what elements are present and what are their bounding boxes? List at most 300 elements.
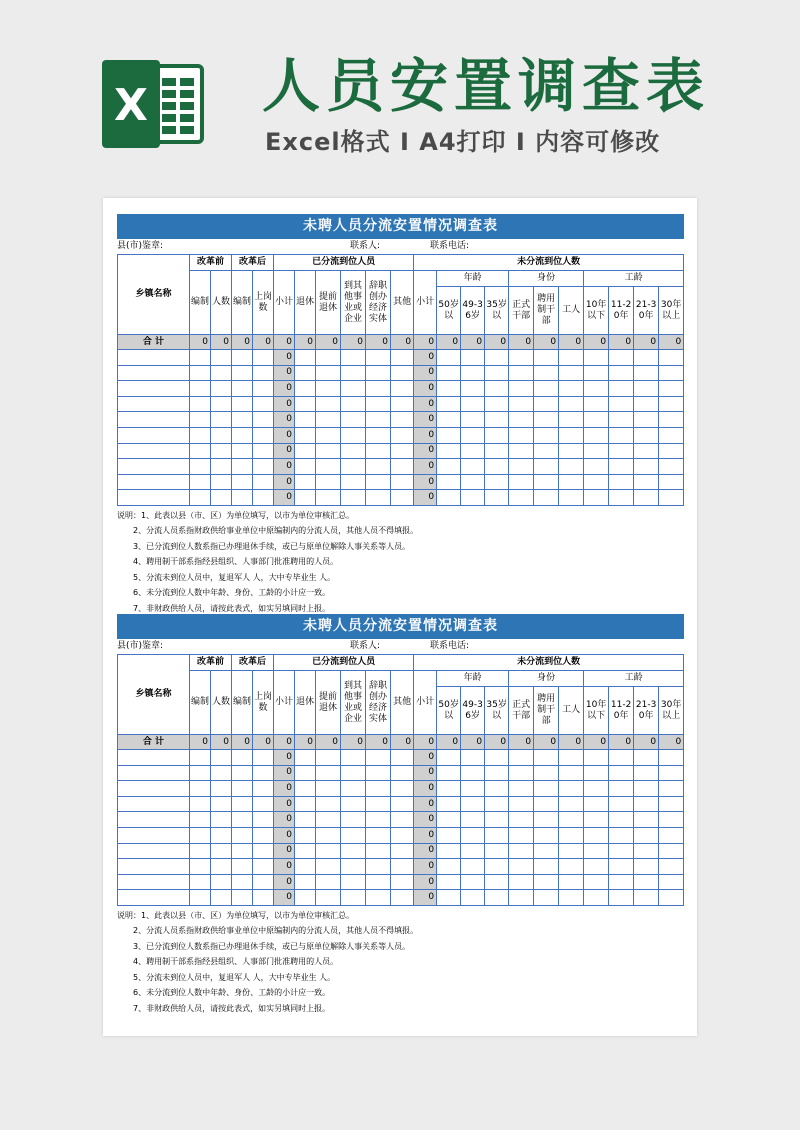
data-cell[interactable] <box>461 827 485 843</box>
data-cell[interactable] <box>366 781 391 797</box>
total-cell[interactable]: 0 <box>414 335 437 350</box>
data-cell[interactable] <box>584 874 609 890</box>
subtotal-cell[interactable]: 0 <box>274 412 295 428</box>
data-cell[interactable] <box>584 474 609 490</box>
town-name-cell[interactable] <box>118 490 190 506</box>
total-cell[interactable]: 0 <box>190 735 211 750</box>
data-cell[interactable] <box>366 827 391 843</box>
data-cell[interactable] <box>295 874 316 890</box>
data-cell[interactable] <box>211 381 232 397</box>
data-cell[interactable] <box>509 474 534 490</box>
data-cell[interactable] <box>437 827 461 843</box>
total-cell[interactable]: 0 <box>295 335 316 350</box>
subtotal-cell[interactable]: 0 <box>274 890 295 906</box>
data-cell[interactable] <box>534 490 559 506</box>
data-cell[interactable] <box>253 750 274 766</box>
data-cell[interactable] <box>634 427 659 443</box>
data-cell[interactable] <box>366 365 391 381</box>
town-name-cell[interactable] <box>118 412 190 428</box>
data-cell[interactable] <box>485 750 509 766</box>
data-cell[interactable] <box>634 812 659 828</box>
total-cell[interactable]: 0 <box>274 735 295 750</box>
data-cell[interactable] <box>461 781 485 797</box>
data-cell[interactable] <box>485 381 509 397</box>
data-cell[interactable] <box>485 859 509 875</box>
data-cell[interactable] <box>295 827 316 843</box>
data-cell[interactable] <box>437 874 461 890</box>
data-cell[interactable] <box>211 412 232 428</box>
data-cell[interactable] <box>609 412 634 428</box>
data-cell[interactable] <box>341 781 366 797</box>
total-cell[interactable]: 0 <box>274 335 295 350</box>
data-cell[interactable] <box>559 796 584 812</box>
data-cell[interactable] <box>295 365 316 381</box>
total-cell[interactable]: 0 <box>437 735 461 750</box>
data-cell[interactable] <box>584 812 609 828</box>
subtotal-cell[interactable]: 0 <box>274 765 295 781</box>
data-cell[interactable] <box>253 427 274 443</box>
data-cell[interactable] <box>584 381 609 397</box>
subtotal-cell[interactable]: 0 <box>414 890 437 906</box>
data-cell[interactable] <box>190 827 211 843</box>
data-cell[interactable] <box>232 490 253 506</box>
data-cell[interactable] <box>659 381 684 397</box>
data-cell[interactable] <box>509 443 534 459</box>
data-cell[interactable] <box>253 443 274 459</box>
data-cell[interactable] <box>559 459 584 475</box>
subtotal-cell[interactable]: 0 <box>414 396 437 412</box>
data-cell[interactable] <box>211 812 232 828</box>
data-cell[interactable] <box>190 874 211 890</box>
data-cell[interactable] <box>341 890 366 906</box>
subtotal-cell[interactable]: 0 <box>414 827 437 843</box>
data-cell[interactable] <box>509 859 534 875</box>
data-cell[interactable] <box>634 412 659 428</box>
data-cell[interactable] <box>211 750 232 766</box>
data-cell[interactable] <box>232 812 253 828</box>
data-cell[interactable] <box>190 427 211 443</box>
total-cell[interactable]: 0 <box>295 735 316 750</box>
data-cell[interactable] <box>341 396 366 412</box>
data-cell[interactable] <box>659 443 684 459</box>
data-cell[interactable] <box>253 350 274 366</box>
data-cell[interactable] <box>253 859 274 875</box>
data-cell[interactable] <box>485 890 509 906</box>
data-cell[interactable] <box>509 459 534 475</box>
data-cell[interactable] <box>295 350 316 366</box>
data-cell[interactable] <box>461 459 485 475</box>
data-cell[interactable] <box>634 874 659 890</box>
data-cell[interactable] <box>232 796 253 812</box>
data-cell[interactable] <box>559 874 584 890</box>
data-cell[interactable] <box>559 812 584 828</box>
total-cell[interactable]: 0 <box>437 335 461 350</box>
data-cell[interactable] <box>461 874 485 890</box>
data-cell[interactable] <box>366 874 391 890</box>
data-cell[interactable] <box>634 765 659 781</box>
data-cell[interactable] <box>437 427 461 443</box>
data-cell[interactable] <box>316 812 341 828</box>
total-cell[interactable]: 0 <box>609 735 634 750</box>
data-cell[interactable] <box>534 827 559 843</box>
data-cell[interactable] <box>341 350 366 366</box>
data-cell[interactable] <box>485 765 509 781</box>
data-cell[interactable] <box>190 365 211 381</box>
data-cell[interactable] <box>437 443 461 459</box>
data-cell[interactable] <box>659 781 684 797</box>
data-cell[interactable] <box>341 765 366 781</box>
data-cell[interactable] <box>316 750 341 766</box>
data-cell[interactable] <box>559 843 584 859</box>
data-cell[interactable] <box>391 843 414 859</box>
data-cell[interactable] <box>461 350 485 366</box>
data-cell[interactable] <box>253 381 274 397</box>
data-cell[interactable] <box>253 796 274 812</box>
data-cell[interactable] <box>253 874 274 890</box>
subtotal-cell[interactable]: 0 <box>414 474 437 490</box>
data-cell[interactable] <box>341 412 366 428</box>
subtotal-cell[interactable]: 0 <box>414 859 437 875</box>
data-cell[interactable] <box>461 750 485 766</box>
data-cell[interactable] <box>584 781 609 797</box>
subtotal-cell[interactable]: 0 <box>414 796 437 812</box>
subtotal-cell[interactable]: 0 <box>414 874 437 890</box>
subtotal-cell[interactable]: 0 <box>274 827 295 843</box>
data-cell[interactable] <box>509 427 534 443</box>
data-cell[interactable] <box>659 490 684 506</box>
subtotal-cell[interactable]: 0 <box>414 781 437 797</box>
data-cell[interactable] <box>584 859 609 875</box>
town-name-cell[interactable] <box>118 750 190 766</box>
data-cell[interactable] <box>295 490 316 506</box>
data-cell[interactable] <box>559 350 584 366</box>
total-cell[interactable]: 0 <box>461 335 485 350</box>
data-cell[interactable] <box>253 827 274 843</box>
data-cell[interactable] <box>366 412 391 428</box>
data-cell[interactable] <box>437 812 461 828</box>
data-cell[interactable] <box>659 843 684 859</box>
data-cell[interactable] <box>316 765 341 781</box>
data-cell[interactable] <box>559 890 584 906</box>
total-cell[interactable]: 0 <box>232 335 253 350</box>
data-cell[interactable] <box>534 890 559 906</box>
data-cell[interactable] <box>391 396 414 412</box>
data-cell[interactable] <box>253 365 274 381</box>
data-cell[interactable] <box>316 490 341 506</box>
data-cell[interactable] <box>437 381 461 397</box>
subtotal-cell[interactable]: 0 <box>414 765 437 781</box>
data-cell[interactable] <box>190 765 211 781</box>
data-cell[interactable] <box>211 827 232 843</box>
data-cell[interactable] <box>559 365 584 381</box>
data-cell[interactable] <box>391 474 414 490</box>
data-cell[interactable] <box>461 474 485 490</box>
data-cell[interactable] <box>584 750 609 766</box>
data-cell[interactable] <box>659 365 684 381</box>
data-cell[interactable] <box>584 890 609 906</box>
data-cell[interactable] <box>253 490 274 506</box>
data-cell[interactable] <box>584 350 609 366</box>
data-cell[interactable] <box>659 750 684 766</box>
data-cell[interactable] <box>437 859 461 875</box>
data-cell[interactable] <box>391 350 414 366</box>
data-cell[interactable] <box>295 812 316 828</box>
data-cell[interactable] <box>341 365 366 381</box>
data-cell[interactable] <box>634 381 659 397</box>
data-cell[interactable] <box>232 412 253 428</box>
data-cell[interactable] <box>211 781 232 797</box>
data-cell[interactable] <box>253 765 274 781</box>
data-cell[interactable] <box>534 381 559 397</box>
data-cell[interactable] <box>584 365 609 381</box>
total-cell[interactable]: 0 <box>485 335 509 350</box>
data-cell[interactable] <box>609 765 634 781</box>
data-cell[interactable] <box>211 350 232 366</box>
data-cell[interactable] <box>659 890 684 906</box>
data-cell[interactable] <box>295 765 316 781</box>
data-cell[interactable] <box>295 381 316 397</box>
town-name-cell[interactable] <box>118 396 190 412</box>
data-cell[interactable] <box>509 765 534 781</box>
data-cell[interactable] <box>316 350 341 366</box>
total-cell[interactable]: 0 <box>584 735 609 750</box>
data-cell[interactable] <box>341 843 366 859</box>
data-cell[interactable] <box>253 459 274 475</box>
data-cell[interactable] <box>366 890 391 906</box>
data-cell[interactable] <box>437 796 461 812</box>
data-cell[interactable] <box>609 859 634 875</box>
total-cell[interactable]: 0 <box>414 735 437 750</box>
data-cell[interactable] <box>437 474 461 490</box>
data-cell[interactable] <box>295 750 316 766</box>
data-cell[interactable] <box>190 859 211 875</box>
total-cell[interactable]: 0 <box>316 335 341 350</box>
data-cell[interactable] <box>634 459 659 475</box>
data-cell[interactable] <box>534 474 559 490</box>
data-cell[interactable] <box>559 412 584 428</box>
data-cell[interactable] <box>341 812 366 828</box>
data-cell[interactable] <box>316 381 341 397</box>
data-cell[interactable] <box>295 427 316 443</box>
data-cell[interactable] <box>190 443 211 459</box>
data-cell[interactable] <box>485 412 509 428</box>
data-cell[interactable] <box>366 443 391 459</box>
data-cell[interactable] <box>190 781 211 797</box>
data-cell[interactable] <box>211 396 232 412</box>
data-cell[interactable] <box>634 890 659 906</box>
data-cell[interactable] <box>190 750 211 766</box>
data-cell[interactable] <box>366 350 391 366</box>
data-cell[interactable] <box>559 859 584 875</box>
data-cell[interactable] <box>634 859 659 875</box>
data-cell[interactable] <box>366 396 391 412</box>
data-cell[interactable] <box>253 412 274 428</box>
data-cell[interactable] <box>316 396 341 412</box>
data-cell[interactable] <box>609 443 634 459</box>
data-cell[interactable] <box>534 350 559 366</box>
data-cell[interactable] <box>509 396 534 412</box>
data-cell[interactable] <box>659 827 684 843</box>
total-cell[interactable]: 0 <box>211 335 232 350</box>
total-cell[interactable]: 0 <box>559 735 584 750</box>
data-cell[interactable] <box>559 381 584 397</box>
data-cell[interactable] <box>232 459 253 475</box>
data-cell[interactable] <box>634 474 659 490</box>
data-cell[interactable] <box>190 890 211 906</box>
town-name-cell[interactable] <box>118 365 190 381</box>
data-cell[interactable] <box>634 796 659 812</box>
data-cell[interactable] <box>391 765 414 781</box>
data-cell[interactable] <box>584 396 609 412</box>
data-cell[interactable] <box>634 750 659 766</box>
data-cell[interactable] <box>316 781 341 797</box>
data-cell[interactable] <box>609 427 634 443</box>
data-cell[interactable] <box>366 765 391 781</box>
data-cell[interactable] <box>634 365 659 381</box>
data-cell[interactable] <box>509 412 534 428</box>
subtotal-cell[interactable]: 0 <box>414 812 437 828</box>
data-cell[interactable] <box>461 443 485 459</box>
data-cell[interactable] <box>341 474 366 490</box>
data-cell[interactable] <box>437 396 461 412</box>
data-cell[interactable] <box>584 427 609 443</box>
subtotal-cell[interactable]: 0 <box>274 350 295 366</box>
data-cell[interactable] <box>341 874 366 890</box>
data-cell[interactable] <box>584 459 609 475</box>
data-cell[interactable] <box>391 459 414 475</box>
data-cell[interactable] <box>316 443 341 459</box>
total-cell[interactable]: 0 <box>534 735 559 750</box>
data-cell[interactable] <box>584 827 609 843</box>
total-cell[interactable]: 0 <box>485 735 509 750</box>
data-cell[interactable] <box>485 827 509 843</box>
data-cell[interactable] <box>316 874 341 890</box>
data-cell[interactable] <box>366 859 391 875</box>
total-cell[interactable]: 0 <box>659 335 684 350</box>
data-cell[interactable] <box>232 396 253 412</box>
data-cell[interactable] <box>316 459 341 475</box>
data-cell[interactable] <box>232 890 253 906</box>
data-cell[interactable] <box>341 750 366 766</box>
data-cell[interactable] <box>534 765 559 781</box>
data-cell[interactable] <box>485 781 509 797</box>
data-cell[interactable] <box>295 796 316 812</box>
data-cell[interactable] <box>211 859 232 875</box>
subtotal-cell[interactable]: 0 <box>414 459 437 475</box>
data-cell[interactable] <box>437 412 461 428</box>
total-cell[interactable]: 0 <box>634 335 659 350</box>
data-cell[interactable] <box>341 796 366 812</box>
total-cell[interactable]: 0 <box>391 735 414 750</box>
data-cell[interactable] <box>391 859 414 875</box>
data-cell[interactable] <box>559 427 584 443</box>
data-cell[interactable] <box>461 365 485 381</box>
subtotal-cell[interactable]: 0 <box>414 365 437 381</box>
data-cell[interactable] <box>295 843 316 859</box>
data-cell[interactable] <box>485 350 509 366</box>
data-cell[interactable] <box>509 874 534 890</box>
data-cell[interactable] <box>391 812 414 828</box>
data-cell[interactable] <box>609 750 634 766</box>
data-cell[interactable] <box>634 843 659 859</box>
data-cell[interactable] <box>659 874 684 890</box>
data-cell[interactable] <box>634 396 659 412</box>
data-cell[interactable] <box>391 750 414 766</box>
data-cell[interactable] <box>295 474 316 490</box>
town-name-cell[interactable] <box>118 890 190 906</box>
data-cell[interactable] <box>253 890 274 906</box>
data-cell[interactable] <box>609 381 634 397</box>
town-name-cell[interactable] <box>118 350 190 366</box>
data-cell[interactable] <box>232 843 253 859</box>
subtotal-cell[interactable]: 0 <box>414 750 437 766</box>
data-cell[interactable] <box>609 365 634 381</box>
data-cell[interactable] <box>659 412 684 428</box>
data-cell[interactable] <box>461 381 485 397</box>
data-cell[interactable] <box>316 843 341 859</box>
data-cell[interactable] <box>341 859 366 875</box>
data-cell[interactable] <box>659 427 684 443</box>
data-cell[interactable] <box>253 474 274 490</box>
total-cell[interactable]: 0 <box>634 735 659 750</box>
data-cell[interactable] <box>634 350 659 366</box>
subtotal-cell[interactable]: 0 <box>414 843 437 859</box>
data-cell[interactable] <box>559 781 584 797</box>
data-cell[interactable] <box>366 490 391 506</box>
subtotal-cell[interactable]: 0 <box>274 396 295 412</box>
subtotal-cell[interactable]: 0 <box>274 474 295 490</box>
data-cell[interactable] <box>437 781 461 797</box>
town-name-cell[interactable] <box>118 843 190 859</box>
total-cell[interactable]: 0 <box>190 335 211 350</box>
data-cell[interactable] <box>232 874 253 890</box>
subtotal-cell[interactable]: 0 <box>274 781 295 797</box>
town-name-cell[interactable] <box>118 765 190 781</box>
town-name-cell[interactable] <box>118 781 190 797</box>
data-cell[interactable] <box>295 412 316 428</box>
data-cell[interactable] <box>211 765 232 781</box>
data-cell[interactable] <box>584 843 609 859</box>
subtotal-cell[interactable]: 0 <box>274 874 295 890</box>
data-cell[interactable] <box>461 890 485 906</box>
data-cell[interactable] <box>253 843 274 859</box>
data-cell[interactable] <box>316 827 341 843</box>
data-cell[interactable] <box>659 765 684 781</box>
data-cell[interactable] <box>534 843 559 859</box>
data-cell[interactable] <box>584 796 609 812</box>
data-cell[interactable] <box>659 459 684 475</box>
data-cell[interactable] <box>437 365 461 381</box>
subtotal-cell[interactable]: 0 <box>274 443 295 459</box>
data-cell[interactable] <box>190 490 211 506</box>
data-cell[interactable] <box>366 750 391 766</box>
data-cell[interactable] <box>485 396 509 412</box>
data-cell[interactable] <box>509 843 534 859</box>
data-cell[interactable] <box>232 365 253 381</box>
data-cell[interactable] <box>316 890 341 906</box>
data-cell[interactable] <box>391 827 414 843</box>
data-cell[interactable] <box>559 396 584 412</box>
subtotal-cell[interactable]: 0 <box>414 427 437 443</box>
data-cell[interactable] <box>485 365 509 381</box>
data-cell[interactable] <box>559 443 584 459</box>
data-cell[interactable] <box>534 459 559 475</box>
data-cell[interactable] <box>659 796 684 812</box>
data-cell[interactable] <box>609 843 634 859</box>
data-cell[interactable] <box>316 859 341 875</box>
data-cell[interactable] <box>534 443 559 459</box>
town-name-cell[interactable] <box>118 827 190 843</box>
